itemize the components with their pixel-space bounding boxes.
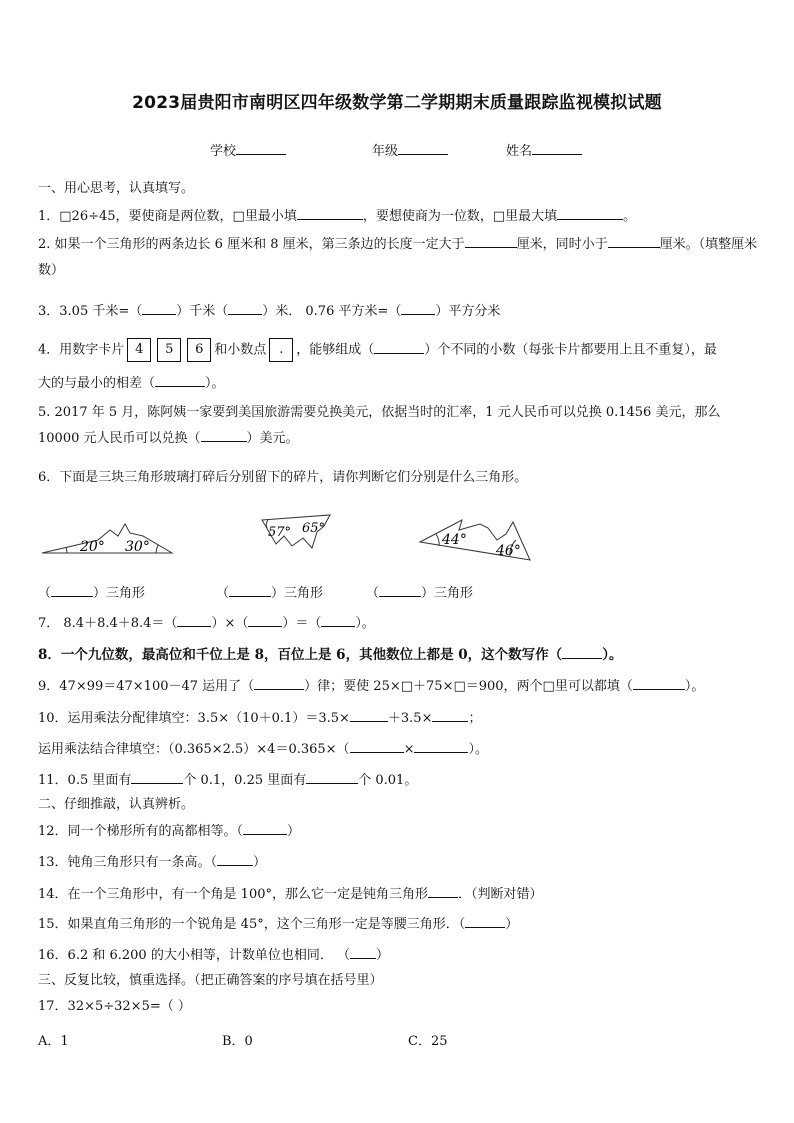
answer-blank[interactable] xyxy=(562,646,602,659)
page-title: 2023届贵阳市南明区四年级数学第二学期期末质量跟踪监视模拟试题 xyxy=(132,93,662,113)
question-5: 5. 2017 年 5 月，陈阿姨一家要到美国旅游需要兑换美元，依据当时的汇率，1 元人民币可以兑换 0.1456 美元，那么 10000 元人民币可以兑换（ ）美元。 xyxy=(38,405,721,446)
answer-blank[interactable] xyxy=(131,771,183,784)
question-4: 4．用数字卡片 4 5 6 和小数点 . ，能够组成（ ）个不同的小数（每张卡片都要用上且不重复），最 xyxy=(38,338,717,362)
answer-blank[interactable] xyxy=(155,374,205,387)
answer-blank[interactable] xyxy=(350,709,388,722)
answer-blank[interactable] xyxy=(254,677,304,690)
angle-label: 46° xyxy=(496,543,521,559)
answer-blank[interactable] xyxy=(557,207,623,220)
school-label: 学校 xyxy=(210,144,237,159)
answer-blank[interactable] xyxy=(401,302,435,315)
fragment-2 xyxy=(262,515,330,548)
question-10-part-2: 运用乘法结合律填空：（0.365×2.5）×4＝0.365×（ × ）。 xyxy=(38,742,488,757)
angle-label: 57° xyxy=(268,525,292,540)
answer-blank[interactable] xyxy=(51,584,93,597)
option-a[interactable]: A．1 xyxy=(38,1034,69,1049)
question-12: 12．同一个梯形所有的高都相等。（ ） xyxy=(38,824,301,839)
angle-label: 20° xyxy=(80,539,105,555)
name-label: 姓名 xyxy=(506,144,533,159)
fragment-1 xyxy=(42,524,172,555)
angle-label: 44° xyxy=(442,532,467,548)
question-17: 17．32×5÷32×5=（ ） xyxy=(38,999,191,1014)
angle-label: 30° xyxy=(125,539,150,555)
question-6: 6．下面是三块三角形玻璃打碎后分别留下的碎片，请你判断它们分别是什么三角形。 xyxy=(38,470,528,485)
name-field[interactable] xyxy=(506,140,582,159)
triangle-fragments-figure xyxy=(0,500,794,580)
answer-blank[interactable] xyxy=(633,677,685,690)
question-13: 13．钝角三角形只有一条高。（ ） xyxy=(38,855,267,870)
digit-card: 5 xyxy=(157,338,181,362)
digit-card: 4 xyxy=(127,338,151,362)
answer-blank[interactable] xyxy=(321,614,355,627)
digit-card: 6 xyxy=(187,338,211,362)
question-11: 11．0.5 里面有 个 0.1，0.25 里面有 个 0.01。 xyxy=(38,773,418,788)
question-16: 16．6.2 和 6.200 的大小相等，计数单位也相同． （ ） xyxy=(38,948,389,963)
answer-blank[interactable] xyxy=(229,584,271,597)
answer-blank[interactable] xyxy=(217,853,253,866)
answer-blank[interactable] xyxy=(142,302,176,315)
angle-label: 65° xyxy=(302,521,326,536)
answer-blank[interactable] xyxy=(432,709,468,722)
answer-blank[interactable] xyxy=(297,207,363,220)
section-2-heading: 二、仔细推敲，认真辨析。 xyxy=(38,797,195,812)
section-3-heading: 三、反复比较，慎重选择。（把正确答案的序号填在括号里） xyxy=(38,973,383,988)
answer-blank[interactable] xyxy=(379,584,421,597)
answer-blank[interactable] xyxy=(177,614,211,627)
option-c[interactable]: C．25 xyxy=(408,1034,448,1049)
question-3: 3．3.05 千米=（ ）千米（ ）米． 0.76 平方米=（ ）平方分米 xyxy=(38,304,501,319)
question-10: 10．运用乘法分配律填空：3.5×（10＋0.1）＝3.5× ＋3.5× ； xyxy=(38,711,482,726)
answer-blank[interactable] xyxy=(414,740,468,753)
grade-label: 年级 xyxy=(372,144,399,159)
section-1-heading: 一、用心思考，认真填写。 xyxy=(38,181,195,196)
fragment-3 xyxy=(420,520,530,560)
question-14: 14．在一个三角形中，有一个角是 100°，那么它一定是钝角三角形 ．（判断对错） xyxy=(38,887,543,902)
answer-blank[interactable] xyxy=(465,915,505,928)
answer-blank[interactable] xyxy=(248,614,282,627)
question-4-cont: 大的与最小的相差（ ）。 xyxy=(38,376,225,391)
fragment-2-answer: （ ）三角形 xyxy=(216,586,324,601)
fragment-3-answer: （ ）三角形 xyxy=(366,586,474,601)
question-15: 15．如果直角三角形的一个锐角是 45°，这个三角形一定是等腰三角形．（ ） xyxy=(38,917,519,932)
answer-blank[interactable] xyxy=(428,885,458,898)
answer-blank[interactable] xyxy=(201,429,247,442)
question-2: 2. 如果一个三角形的两条边长 6 厘米和 8 厘米，第三条边的长度一定大于 厘米，同时小于 厘米。（填整厘米数） xyxy=(38,237,758,278)
answer-blank[interactable] xyxy=(243,822,287,835)
school-field[interactable] xyxy=(210,140,286,159)
question-8: 8．一个九位数，最高位和千位上是 8，百位上是 6，其他数位上都是 0，这个数写作（ ）。 xyxy=(38,647,623,663)
question-7: 7． 8.4＋8.4＋8.4＝（ ）×（ ）＝（ ）。 xyxy=(38,616,375,631)
answer-blank[interactable] xyxy=(306,771,358,784)
answer-blank[interactable] xyxy=(465,235,517,248)
answer-blank[interactable] xyxy=(608,235,660,248)
fragment-1-answer: （ ）三角形 xyxy=(38,586,146,601)
answer-blank[interactable] xyxy=(350,946,376,959)
question-1: 1．□26÷45，要使商是两位数，□里最小填 ，要想使商为一位数，□里最大填 。 xyxy=(38,209,637,224)
answer-blank[interactable] xyxy=(350,740,404,753)
option-b[interactable]: B．0 xyxy=(222,1034,253,1049)
answer-blank[interactable] xyxy=(228,302,262,315)
answer-blank[interactable] xyxy=(374,341,424,354)
question-9: 9．47×99＝47×100－47 运用了（ ）律；要使 25×□＋75×□＝900，两个□里可以都填（ ）。 xyxy=(38,679,705,694)
grade-field[interactable] xyxy=(372,140,448,159)
decimal-point-card: . xyxy=(269,338,293,362)
